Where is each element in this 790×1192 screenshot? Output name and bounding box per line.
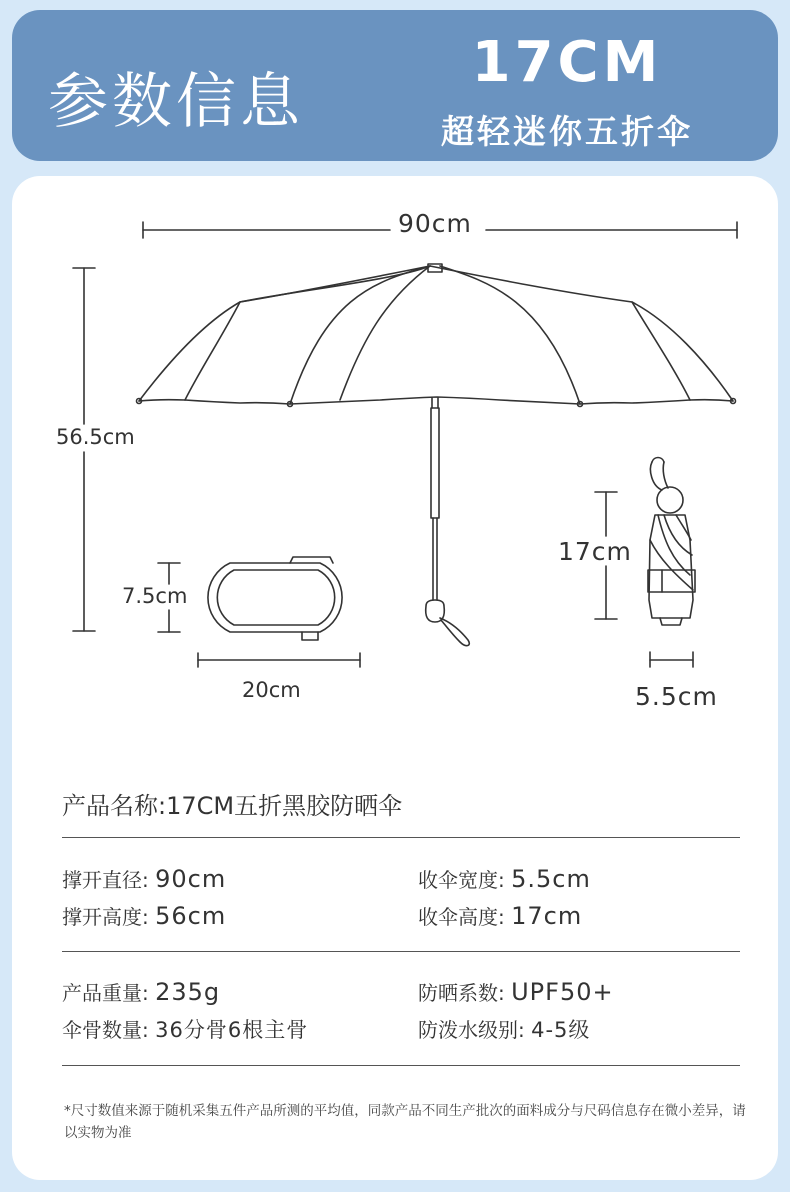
spec-label: 伞骨数量: [62,1018,156,1042]
spec-value: 36分骨6根主骨 [155,1018,309,1042]
open-height-label: 56.5cm [56,425,135,449]
spec-label: 收伞高度: [418,905,512,929]
header-size: 17CM [471,30,663,95]
spec-ribs [62,1014,308,1044]
umbrella-case-icon [208,557,342,640]
spec-label: 撑开高度: [62,905,156,929]
case-height-label: 7.5cm [122,584,188,608]
spec-upf [418,977,614,1006]
case-width-dimension-line [198,653,360,667]
spec-water-repellent [418,1014,590,1044]
disclaimer-note: *尺寸数值来源于随机采集五件产品所测的平均值，同款产品不同生产批次的面料成分与尺码信息存在微小差异，请以实物为准 [64,1103,746,1141]
folded-width-dimension-line [650,652,693,667]
folded-width-label: 5.5cm [635,682,718,711]
folded-length-label: 17cm [558,537,632,566]
spec-label: 撑开直径: [62,868,156,892]
spec-label: 产品重量: [62,981,156,1005]
spec-open-height [62,901,226,930]
spec-value: 17cm [511,902,583,930]
spec-value: 5.5cm [511,865,591,893]
spec-weight [62,977,220,1006]
open-width-label: 90cm [398,209,472,238]
spec-folded-height [418,901,582,930]
header-title: 参数信息 [48,67,304,137]
spec-open-diameter [62,864,226,893]
divider [62,837,740,838]
spec-value: UPF50+ [511,978,614,1006]
header-subtitle: 超轻迷你五折伞 [441,112,693,151]
case-width-label: 20cm [242,678,301,702]
spec-label: 收伞宽度: [418,868,512,892]
spec-value: 4-5级 [531,1018,591,1042]
spec-label: 防晒系数: [418,981,512,1005]
spec-folded-width [418,864,591,893]
divider [62,951,740,952]
folded-umbrella-icon [648,458,695,626]
spec-value: 235g [155,978,221,1006]
divider [62,1065,740,1066]
spec-value: 56cm [155,902,227,930]
spec-label: 防泼水级别: [418,1018,532,1042]
spec-value: 90cm [155,865,227,893]
open-umbrella-icon [137,264,736,646]
open-height-dimension-line [73,268,95,631]
product-name: 产品名称:17CM五折黑胶防晒伞 [62,792,403,820]
